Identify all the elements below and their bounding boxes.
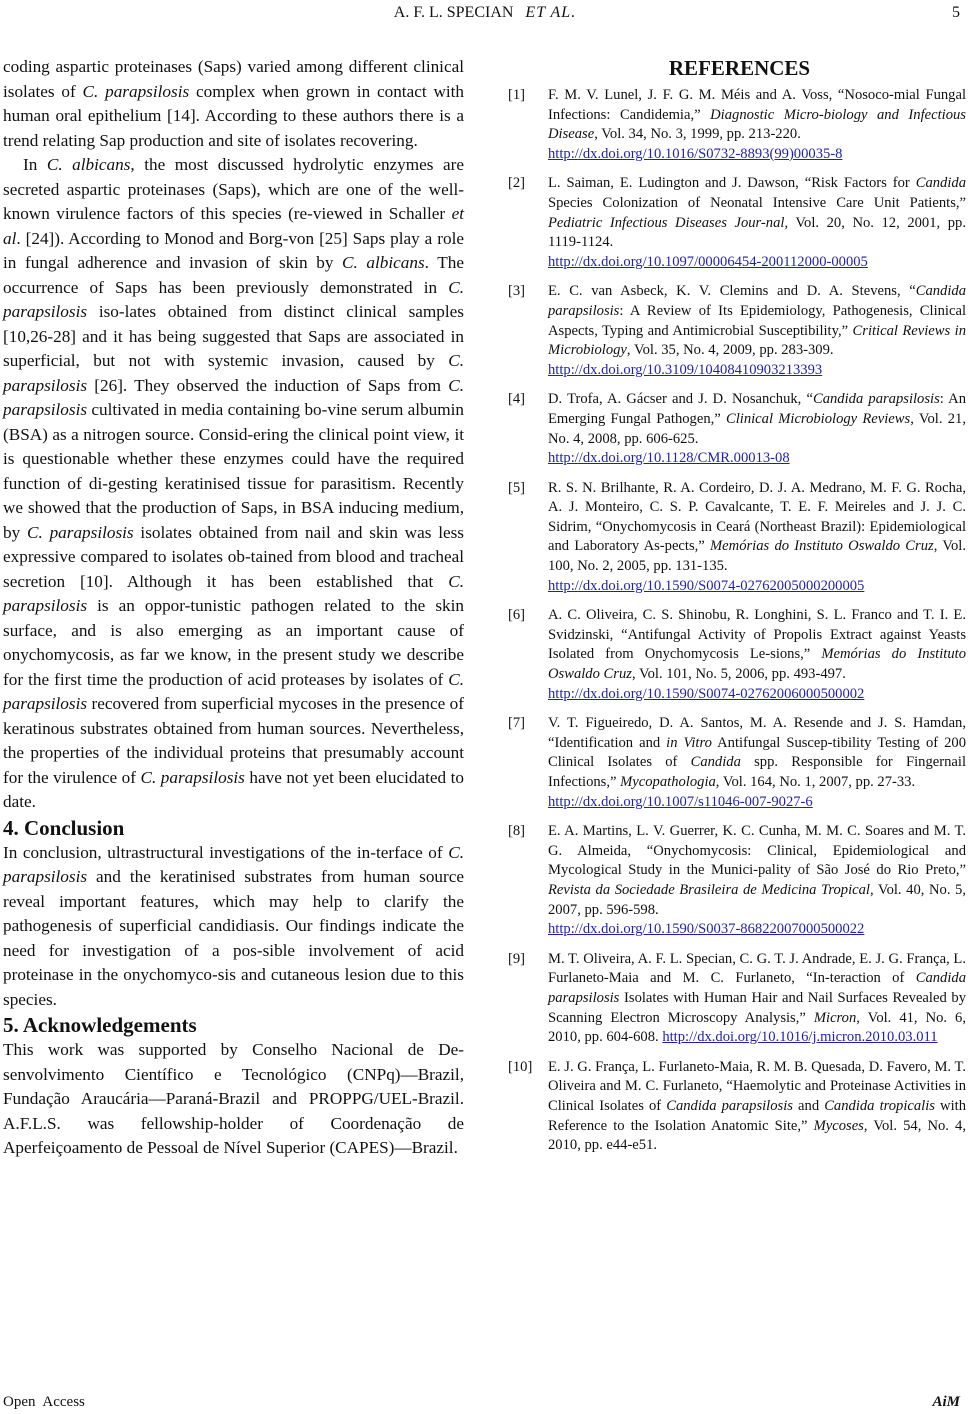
paragraph-conclusion: In conclusion, ultrastructural investigations of the in-terface of C. parapsilosis and the keratinised substrates from human source reveal important features, which may help to clarify the pathogenesis of superficial candidiasis. Our findings indicate the need for investigation of a pos-sible involvement of acid proteinase in the onychomyco-sis and cutaneous lesion due to this species. [3,842,464,1009]
references-column [508,55,966,1166]
italic-term: C. parapsilosis [3,842,464,886]
doi-link[interactable]: http://dx.doi.org/10.1590/S0074-02762006000500002 [548,685,865,702]
reference-number: [7] [508,715,526,732]
paragraph-c-albicans-saps: In C. albicans, the most discussed hydrolytic enzymes are secreted aspartic proteinases (Saps), which are one of the well-known virulence factors of this species (re-viewed in Schaller et al. [24]). According to Monod and Borg-von [25] Saps play a role in fungal adherence and invasion of skin by C. albicans. The occurrence of Saps has been previously demonstrated in C. parapsilosis iso-lates obtained from distinct clinical samples [10,26-28] and it has being suggested that Saps are associated in superficial, but not with systemic invasion, caused by C. parapsilosis [26]. They observed the induction of Saps from C. parapsilosis cultivated in media containing bo-vine serum albumin (BSA) as a nitrogen source. Consid-ering the clinical point view, it is questionable whether these enzymes could have the required function of di-gesting keratinised tissue for parasitism. Recently we showed that the production of Saps, in BSA inducing medium, by C. parapsilosis isolates obtained from nail and skin was less expressive compared to isolates ob-tained from blood and tracheal secretion [10]. Although it has been established that C. parapsilosis is an oppor-tunistic pathogen related to the skin surface, and is also emerging as an important cause of onychomycosis, as far we know, in the present study we describe for the first time the production of acid proteases by isolates of C. parapsilosis recovered from superficial mycoses in the presence of keratinous substrates obtained from human sources. Nevertheless, the properties of the individual proteins that presumably account for the virulence of C. parapsilosis have not yet been elucidated to date. [3,155,464,811]
doi-link[interactable]: http://dx.doi.org/10.1128/CMR.00013-08 [548,450,790,467]
reference-text: V. T. Figueiredo, D. A. Santos, M. A. Resende and J. S. Hamdan, “Identification and in Vitro Antifungal Suscep-tibility Testing of 200 Clinical Isolates of Candida spp. Responsible for Fingernail Infections,” Mycopathologia, Vol. 164, No. 1, 2007, pp. 27-33. http://dx.doi.org/10.1007/s11046-007-9027-6 [548,715,967,810]
doi-link[interactable]: http://dx.doi.org/10.3109/10408410903213393 [548,361,823,378]
reference-item [508,950,966,1048]
italic-term: Diagnostic Micro-biology and Infectious Disease [548,106,966,143]
italic-term: Candida tropicalis [824,1097,935,1114]
reference-number: [9] [508,950,526,967]
italic-term: Micron [813,1009,857,1026]
reference-number: [8] [508,823,526,840]
reference-item [508,1058,966,1156]
reference-number: [2] [508,175,526,192]
reference-number: [3] [508,283,526,300]
italic-term: Revista da Sociedade Brasileira de Medicina Tropical [548,881,870,898]
doi-link[interactable]: http://dx.doi.org/10.1016/S0732-8893(99)00035-8 [548,145,843,162]
reference-item [508,822,966,940]
paragraph-acknowledgements: This work was supported by Conselho Nacional de De-senvolvimento Científico e Tecnológico (CNPq)—Brazil, Fundação Araucária—Paraná-Brazil and PROPPG/UEL-Brazil. A.F.L.S. was fellowship-holder of Coordenação de Aperfeiçoamento de Pessoal de Nível Superior (CAPES)—Brazil. [3,1040,464,1157]
reference-item [508,174,966,272]
reference-text: L. Saiman, E. Ludington and J. Dawson, “Risk Factors for Candida Species Colonization of Neonatal Intensive Care Unit Patients,” Pediatric Infectious Diseases Jour-nal, Vol. 20, No. 12, 2001, pp. 1119-1124. http://dx.doi.org/10.1097/00006454-200112000-00005 [548,175,966,270]
italic-term: Candida [690,754,741,771]
doi-link[interactable]: http://dx.doi.org/10.1590/S0037-86822007000500022 [548,921,865,938]
reference-text: M. T. Oliveira, A. F. L. Specian, C. G. T. J. Andrade, E. J. G. França, L. Furlaneto-Maia and M. C. Furlaneto, “In-teraction of Candida parapsilosis Isolates with Human Hair and Nail Surfaces Revealed by Scanning Electron Microscopy Analysis,” Micron, Vol. 41, No. 6, 2010, pp. 604-608. http://dx.doi.org/10.1016/j.micron.2010.03.011 [548,950,966,1046]
reference-list [508,86,966,1156]
page-number: 5 [952,4,960,21]
reference-item [508,390,966,468]
reference-text: R. S. N. Brilhante, R. A. Cordeiro, D. J. A. Medrano, M. F. G. Rocha, A. J. Monteiro, C. S. P. Cavalcante, T. E. F. Meireles and J. J. C. Sidrim, “Onychomycosis in Ceará (Northeast Brazil): Epidemiological and Laboratory As-pects,” Memórias do Instituto Oswaldo Cruz, Vol. 100, No. 2, 2005, pp. 131-135. http://dx.doi.org/10.1590/S0074-02762005000200005 [548,479,966,594]
italic-term: Critical Reviews in Microbiology [548,322,966,359]
italic-term: Candida parapsilosis [666,1097,793,1114]
running-title-et-al: ET AL. [525,4,577,21]
footer-journal-abbrev: AiM [932,1394,960,1410]
italic-term: C. albicans [342,253,425,272]
italic-term: C. parapsilosis [3,669,464,713]
reference-text: D. Trofa, A. Gácser and J. D. Nosanchuk, “Candida parapsilosis: An Emerging Fungal Pathogen,” Clinical Microbiology Reviews, Vol. 21, No. 4, 2008, pp. 606-625. http://dx.doi.org/10.1128/CMR.00013-08 [548,391,967,467]
italic-term: C. parapsilosis [82,81,190,101]
italic-term: Memórias do Instituto Oswaldo Cruz [710,538,934,555]
reference-text: E. A. Martins, L. V. Guerrer, K. C. Cunha, M. M. C. Soares and M. T. G. Almeida, “Onychomycosis: Clinical, Epidemiological and Mycological Study in the Munici-pality of São José do Rio Preto,” Revista da Sociedade Brasileira de Medicina Tropical, Vol. 40, No. 5, 2007, pp. 596-598. http://dx.doi.org/10.1590/S0037-86822007000500022 [548,823,966,938]
running-title-author: A. F. L. SPECIAN [393,4,514,21]
italic-term: Candida [915,175,966,192]
italic-term: Mycoses [813,1117,864,1134]
reference-item [508,714,966,812]
section-heading-acknowledgements: 5. Acknowledgements [3,1013,197,1037]
italic-term: in Vitro [666,734,712,751]
reference-number: [10] [508,1058,533,1075]
reference-text: E. J. G. França, L. Furlaneto-Maia, R. M. B. Quesada, D. Favero, M. T. Oliveira and M. C. Furlaneto, “Haemolytic and Proteinase Activities in Clinical Isolates of Candida parapsilosis and Candida tropicalis with Reference to the Isolation Anatomic Site,” Mycoses, Vol. 54, No. 4, 2010, pp. e44-e51. [548,1058,967,1154]
italic-term: Candida parapsilosis [812,391,940,408]
reference-text: F. M. V. Lunel, J. F. G. M. Méis and A. Voss, “Nosoco-mial Fungal Infections: Candidemia,” Diagnostic Micro-biology and Infectious Disease, Vol. 34, No. 3, 1999, pp. 213-220. http://dx.doi.org/10.1016/S0732-8893(99)00035-8 [548,87,966,162]
italic-term: Candida parapsilosis [548,283,966,319]
italic-term: Candida parapsilosis [548,970,966,1006]
italic-term: Memórias do Instituto Oswaldo Cruz [548,646,966,683]
doi-link[interactable]: http://dx.doi.org/10.1097/00006454-200112000-00005 [548,253,868,270]
left-column [3,55,464,1161]
reference-item [508,86,966,164]
italic-term: C. parapsilosis [27,522,134,542]
reference-number: [1] [508,87,526,103]
section-heading-conclusion: 4. Conclusion [3,815,125,840]
paragraph-saps-variation: coding aspartic proteinases (Saps) varied among different clinical isolates of C. parapsilosis complex when grown in contact with human oral epithelium [14]. According to these authors there is a trend relating Sap production and site of isolates recovering. [3,57,464,150]
italic-term: Pediatric Infectious Diseases Jour-nal [548,214,785,231]
reference-text: E. C. van Asbeck, K. V. Clemins and D. A. Stevens, “Candida parapsilosis: A Review of Its Epidemiology, Pathogenesis, Clinical Aspects, Typing and Antimicrobial Susceptibility,” Critical Reviews in Microbiology, Vol. 35, No. 4, 2009, pp. 283-309. http://dx.doi.org/10.3109/10408410903213393 [548,283,966,378]
italic-term: C. parapsilosis [3,277,464,321]
italic-term: et al [3,204,464,248]
italic-term: C. parapsilosis [3,375,464,419]
footer-open-access: Open Access [3,1394,85,1410]
running-title [0,2,970,24]
reference-text: A. C. Oliveira, C. S. Shinobu, R. Longhini, S. L. Franco and T. I. E. Svidzinski, “Antifungal Activity of Propolis Extract against Yeasts Isolated from Onychomycosis Le-sions,” Memórias do Instituto Oswaldo Cruz, Vol. 101, No. 5, 2006, pp. 493-497. http://dx.doi.org/10.1590/S0074-02762006000500002 [548,607,966,702]
running-header [0,2,970,24]
reference-item [508,282,966,380]
italic-term: C. parapsilosis [140,767,245,787]
reference-number: [4] [508,391,526,408]
italic-term: Clinical Microbiology Reviews [725,410,911,427]
reference-number: [5] [508,479,526,496]
italic-term: Mycopathologia [620,774,716,790]
doi-link[interactable]: http://dx.doi.org/10.1007/s11046-007-9027-6 [548,793,813,810]
doi-link[interactable]: http://dx.doi.org/10.1590/S0074-02762005000200005 [548,577,865,594]
reference-number: [6] [508,607,526,624]
reference-item [508,479,966,597]
italic-term: C. parapsilosis [3,571,464,615]
italic-term: C. parapsilosis [3,351,464,395]
references-heading: REFERENCES [668,56,811,80]
reference-item [508,606,966,704]
doi-link[interactable]: http://dx.doi.org/10.1016/j.micron.2010.03.011 [662,1029,938,1046]
page-footer [0,1392,970,1412]
italic-term: C. albicans [46,155,131,174]
